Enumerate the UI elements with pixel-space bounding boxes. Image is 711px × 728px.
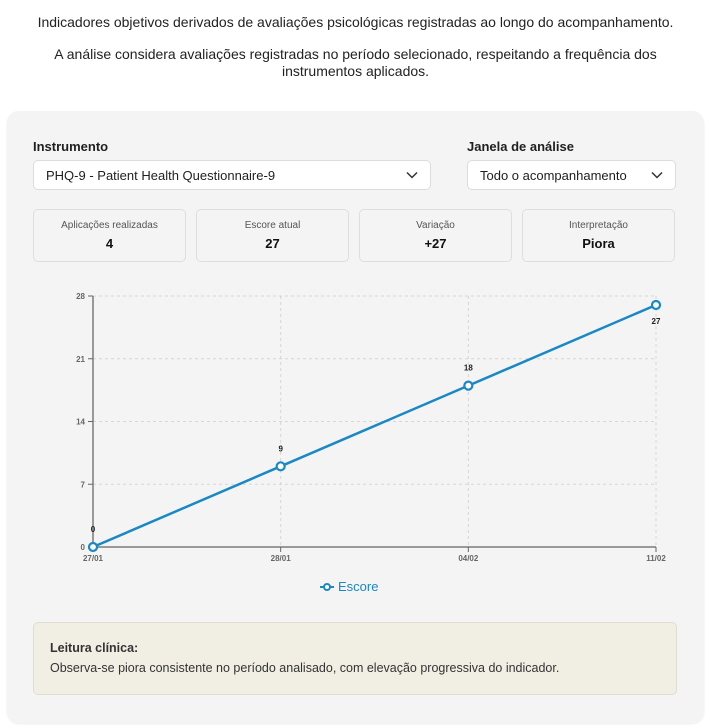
legend-item-escore[interactable] <box>320 579 378 594</box>
stat-label: Aplicações realizadas <box>61 220 158 231</box>
stat-value: Piora <box>582 236 615 251</box>
stat-value: 27 <box>265 236 280 251</box>
stat-value: +27 <box>424 236 447 251</box>
stat-value: 4 <box>105 236 114 251</box>
stat-label: Interpretação <box>569 220 628 231</box>
svg-text:28: 28 <box>76 292 85 301</box>
instrument-select-value: PHQ-9 - Patient Health Questionnaire-9 <box>46 167 276 183</box>
clinical-reading-title: Leitura clínica: <box>50 641 139 655</box>
intro-line-2: A análise considera avaliações registradas no período selecionado, respeitando a frequência dos instrumentos aplicados. <box>54 46 657 79</box>
svg-text:14: 14 <box>76 417 85 427</box>
legend-line-marker-icon <box>320 583 334 591</box>
stat-label: Variação <box>416 220 455 231</box>
svg-text:18: 18 <box>463 363 473 373</box>
analysis-window-select-value: Todo o acompanhamento <box>480 167 627 183</box>
svg-text:9: 9 <box>278 444 283 454</box>
clinical-reading-box <box>33 622 677 695</box>
svg-text:0: 0 <box>80 543 85 552</box>
score-line-chart <box>7 111 704 581</box>
indicators-panel <box>7 111 704 723</box>
clinical-reading-text: Observa-se piora consistente no período analisado, com elevação progressiva do indicador. <box>50 661 560 675</box>
intro-line-1: Indicadores objetivos derivados de avaliações psicológicas registradas ao longo do acompanhamento. <box>37 14 674 30</box>
svg-text:27: 27 <box>651 316 661 326</box>
svg-text:27/01: 27/01 <box>82 554 104 563</box>
svg-text:28/01: 28/01 <box>270 554 291 563</box>
chart-series-escore <box>89 301 660 551</box>
legend-label: Escore <box>338 579 379 594</box>
svg-text:0: 0 <box>90 525 96 534</box>
svg-text:04/02: 04/02 <box>458 554 479 563</box>
stat-label: Escore atual <box>244 220 301 231</box>
svg-text:7: 7 <box>80 480 85 490</box>
svg-text:21: 21 <box>76 354 85 364</box>
instrument-label: Instrumento <box>33 139 109 154</box>
svg-text:11/02: 11/02 <box>646 554 666 563</box>
analysis-window-label: Janela de análise <box>467 139 574 154</box>
